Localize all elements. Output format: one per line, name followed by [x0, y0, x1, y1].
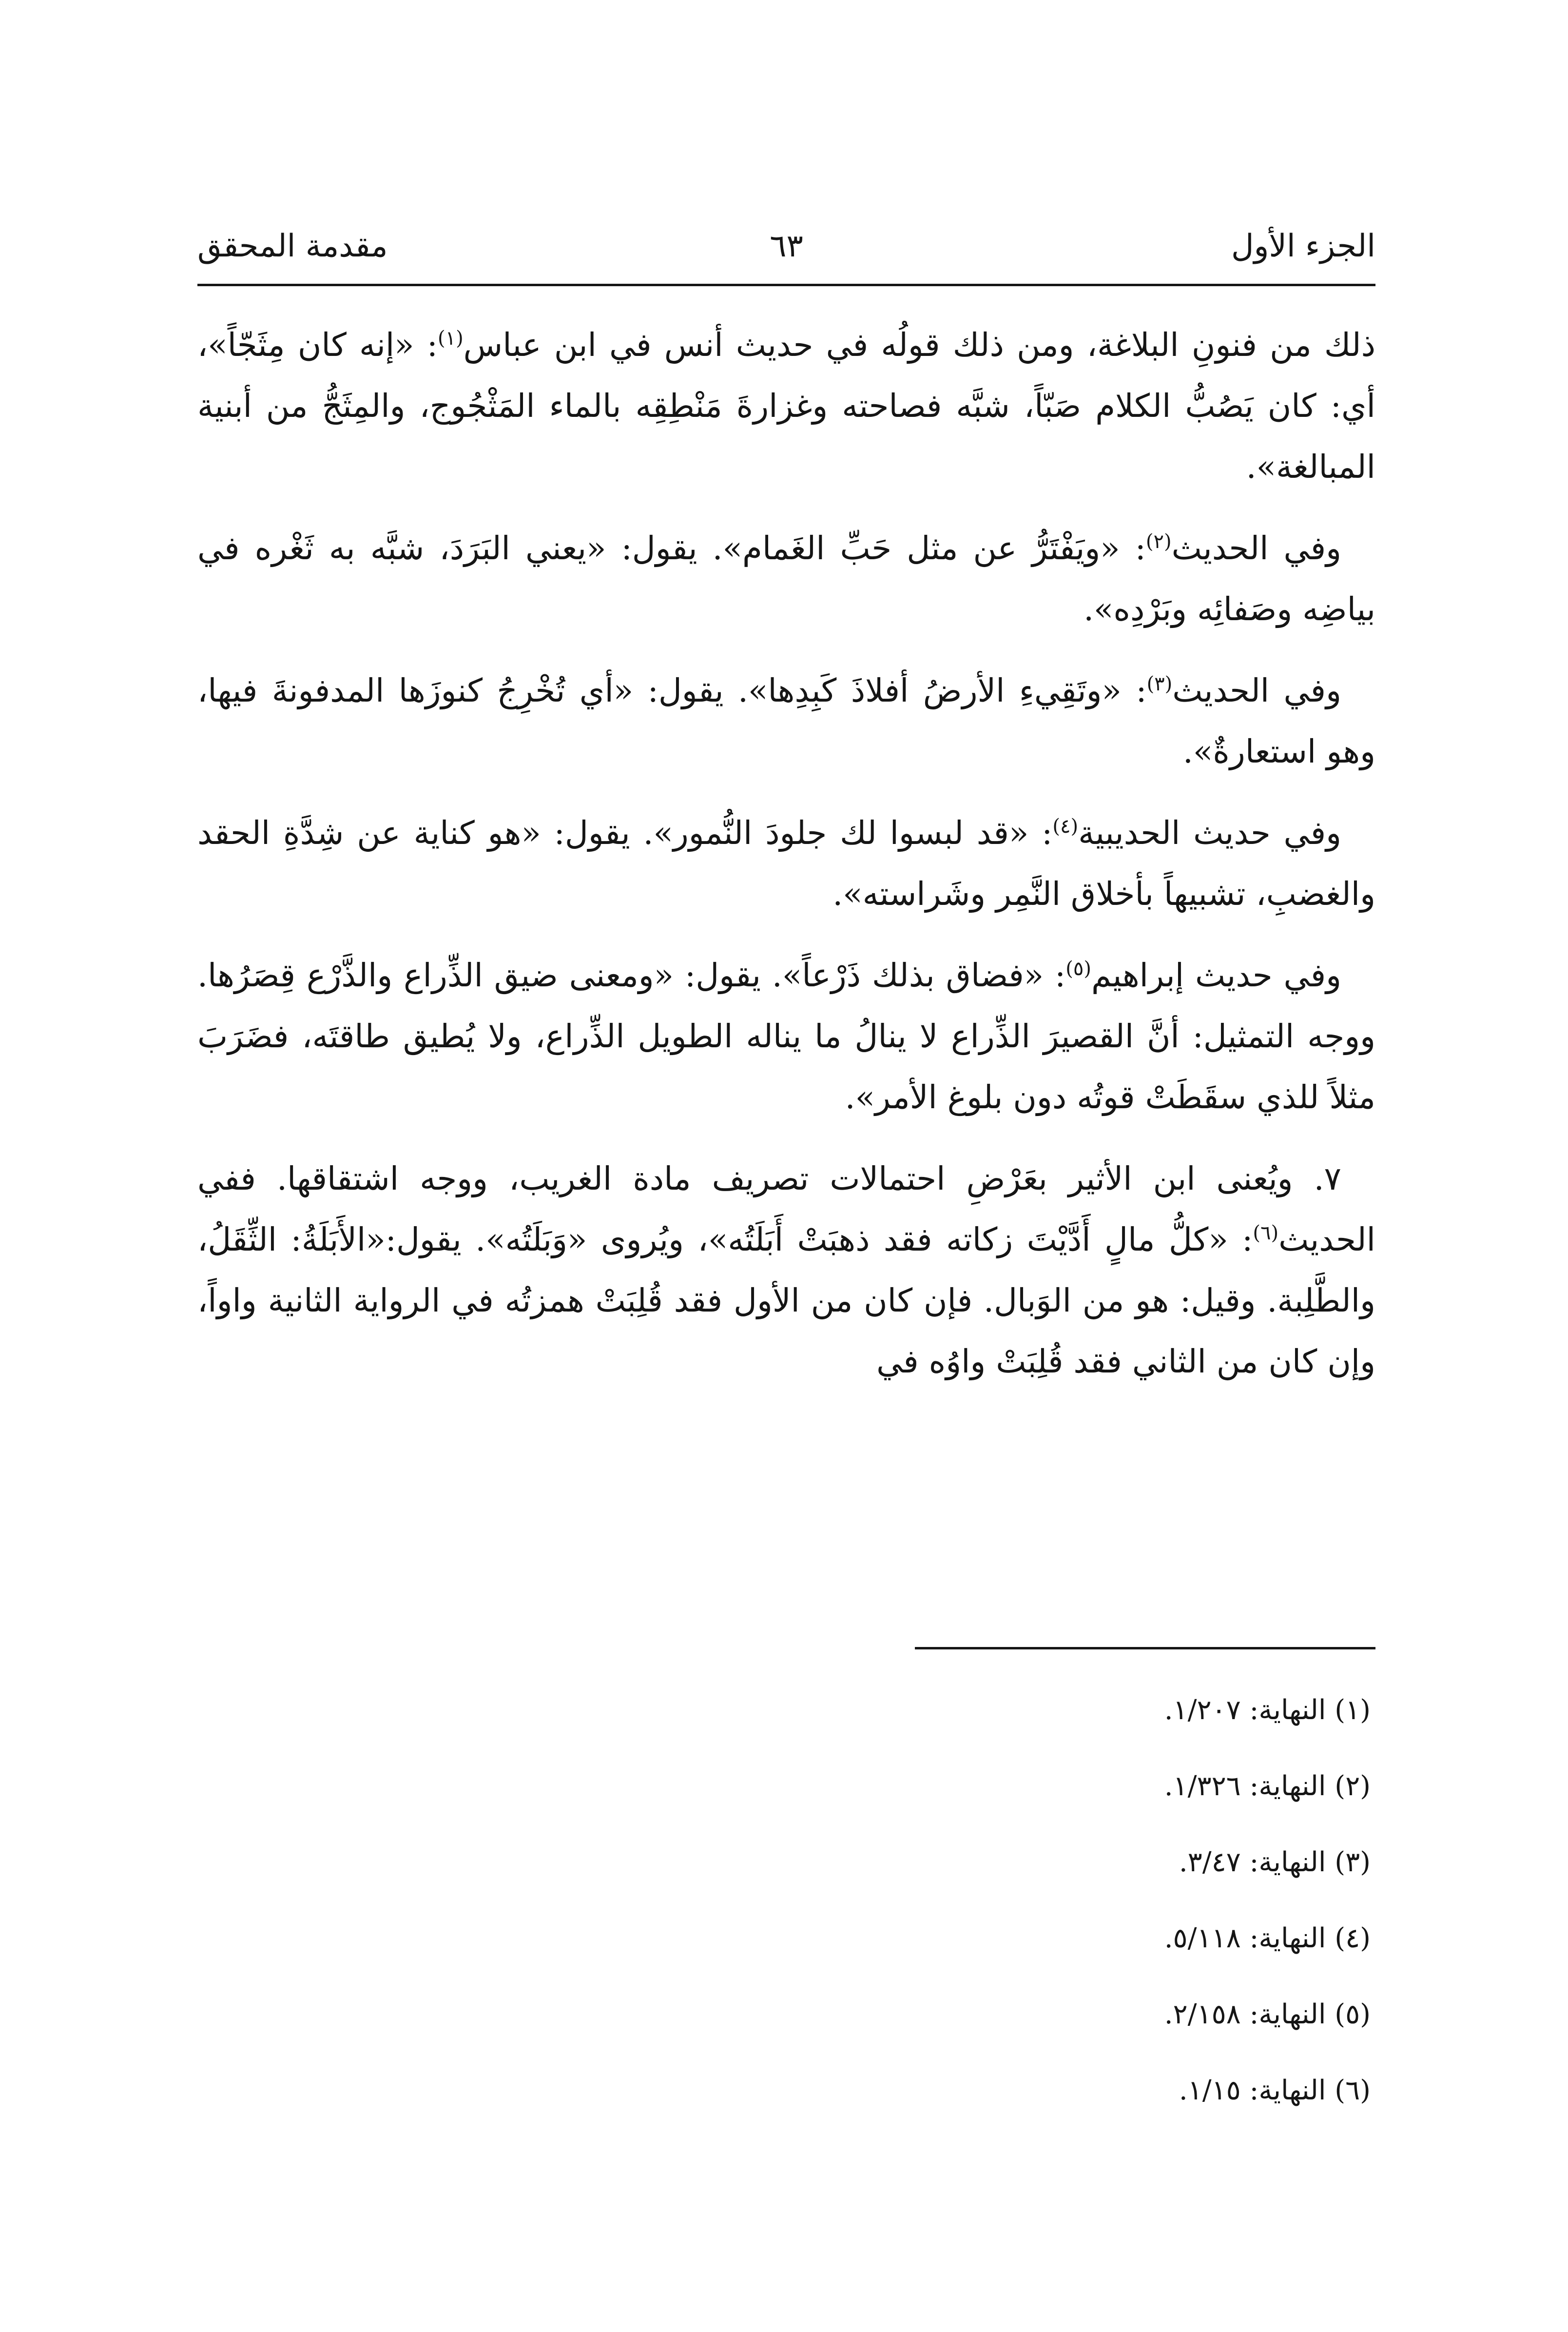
- running-header: [197, 215, 1375, 278]
- paragraph-5: وفي حديث إبراهيم$^{(٥)}$: «فضاق بذلك ذَرْعاً». يقول: «ومعنى ضيق الذِّراع والذَّرْع قِصَرُها. ووجه التمثيل: أنَّ القصيرَ الذِّراع لا ينالُ ما يناله الطويل الذِّراع، ولا يُطيق طاقتَه، فضَرَبَ مثلاً للذي سقَطَتْ قوتُه دون بلوغ الأمر».: [197, 957, 1375, 1116]
- footnote-ref-2: (٢): [1145, 530, 1172, 553]
- paragraph-4: وفي حديث الحديبية$^{(٤)}$: «قد لبسوا لك جلودَ النُّمور». يقول: «هو كناية عن شِدَّةِ الحقد والغضبِ، تشبيهاً بأخلاق النَّمِر وشَراسته».: [197, 814, 1375, 913]
- footnote-5: (٥) النهاية: ٢/١٥٨.: [1164, 1999, 1371, 2030]
- paragraph-3: وفي الحديث$^{(٣)}$: «وتَقِيءِ الأرضُ أفلاذَ كَبِدِها». يقول: «أي تُخْرِجُ كنوزَها المدفونةَ فيها، وهو استعارةٌ».: [197, 672, 1375, 770]
- paragraph-6: ٧. ويُعنى ابن الأثير بعَرْضِ احتمالات تصريف مادة الغريب، ووجه اشتقاقها. ففي الحديث$^{(٦)}$: «كلُّ مالٍ أَدَّيْتَ زكاته فقد ذهبَتْ أَبَلَتُه»، ويُروى «وَبَلَتُه». يقول:«الأَبَلَةُ: الثِّقَلُ، والطَّلِبة. وقيل: هو من الوَبال. فإن كان من الأول فقد قُلِبَتْ همزتُه في الرواية الثانية واواً، وإن كان من الثاني فقد قُلِبَتْ واوُه في: [197, 1160, 1375, 1380]
- footnote-ref-1: (١): [437, 327, 464, 350]
- footnote-3: (٣) النهاية: ٣/٤٧.: [1179, 1846, 1371, 1878]
- main-text: [197, 314, 1375, 1412]
- paragraph-2: وفي الحديث$^{(٢)}$: «ويَفْتَرُّ عن مثل حَبِّ الغَمام». يقول: «يعني البَرَدَ، شبَّه به ثَغْره في بياضِه وصَفائِه وبَرْدِه».: [197, 529, 1375, 628]
- footnote-ref-6: (٦): [1253, 1222, 1279, 1244]
- footnote-1: (١) النهاية: ١/٢٠٧.: [1164, 1694, 1371, 1726]
- footnote-ref-5: (٥): [1065, 958, 1091, 980]
- footnote-6: (٦) النهاية: ١/١٥.: [1179, 2075, 1371, 2106]
- footnote-separator: [915, 1647, 1375, 1649]
- footnote-ref-4: (٤): [1052, 815, 1079, 838]
- section-title: مقدمة المحقق: [197, 228, 388, 264]
- header-rule: [197, 284, 1375, 286]
- paragraph-1: ذلك من فنونِ البلاغة، ومن ذلك قولُه في حديث أنس في ابن عباس$^{(١)}$: «إنه كان مِثَجّاً»، أي: كان يَصُبُّ الكلام صَبّاً، شبَّه فصاحته وغزارةَ مَنْطِقِه بالماء المَثْجُوج، والمِثَجُّ من أبنية المبالغة».: [197, 326, 1375, 486]
- part-title: الجزء الأول: [1231, 228, 1375, 264]
- footnotes-list: [585, 1672, 1371, 2129]
- footnote-ref-3: (٣): [1146, 673, 1173, 695]
- footnote-2: (٢) النهاية: ١/٣٢٦.: [1164, 1770, 1371, 1802]
- page-number: ٦٣: [770, 228, 803, 264]
- footnote-4: (٤) النهاية: ٥/١١٨.: [1164, 1922, 1371, 1954]
